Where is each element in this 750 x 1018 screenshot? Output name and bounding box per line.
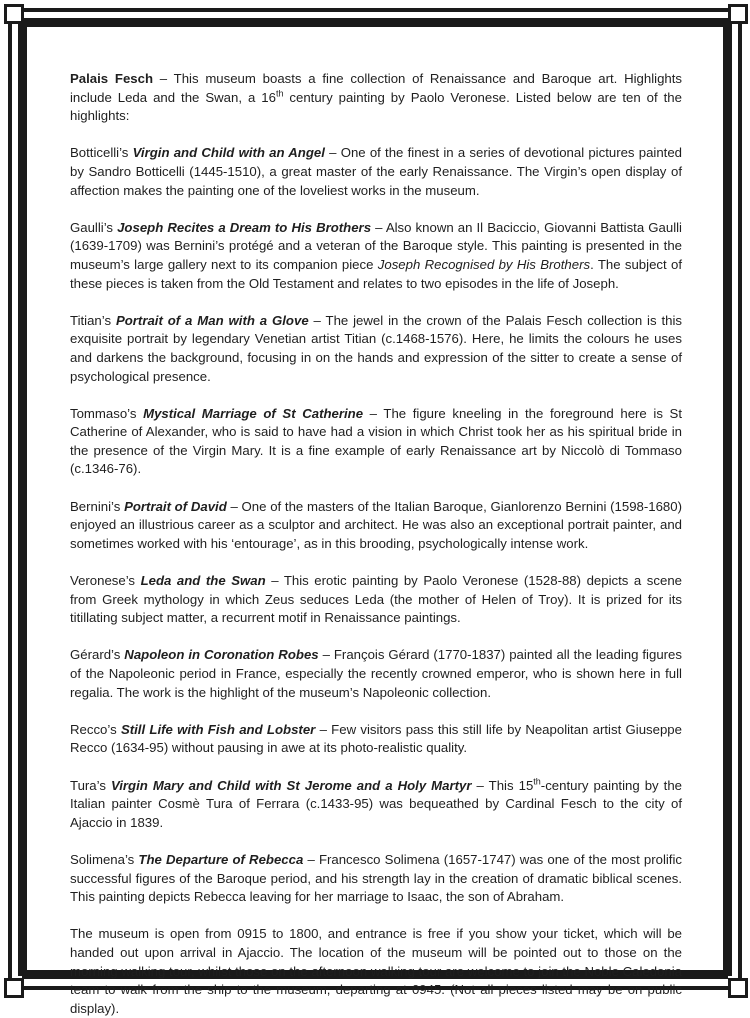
work-title: Virgin Mary and Child with St Jerome and a Holy Martyr: [110, 777, 472, 793]
highlight-paragraph: [70, 498, 682, 554]
closing-paragraph: The museum is open from 0915 to 1800, and entrance is free if you show your ticket, which will be handed out upon arrival in Ajaccio. The location of the museum will be pointed out to those on the morning walking tour, whilst those on the afternoon walking tour are welcome to join the Noble Caledonia team to walk from the ship to the museum, departing at 0945. (Not all pieces listed may be on public display).: [70, 926, 682, 1016]
work-title: Napoleon in Coronation Robes: [124, 647, 319, 663]
highlight-paragraph: [70, 405, 682, 479]
work-title: Still Life with Fish and Lobster: [120, 721, 316, 737]
artist-name: Titian’s: [70, 312, 116, 328]
highlight-paragraph: [70, 851, 682, 907]
frame-corner-top-right: [728, 4, 748, 24]
artist-name: Tommaso’s: [70, 405, 144, 421]
frame-top-outer-border: [12, 8, 738, 12]
highlight-description: – Few visitors pass this still life by Neapolitan artist Giuseppe Recco (1634-95) without pausing in awe at its photo-realistic quality.: [70, 721, 682, 756]
artist-name: Solimena’s: [70, 851, 139, 867]
frame-left-inner-border: [18, 22, 27, 976]
work-title: Virgin and Child with an Angel: [132, 145, 325, 161]
highlight-description-end: -century painting by the Italian painter Cosmè Tura of Ferrara (c.1433-95) was bequeathed by Cardinal Fesch to the city of Ajaccio in 1839.: [70, 777, 682, 830]
highlight-description: – This 15: [471, 777, 534, 793]
companion-work-title: Joseph Recognised by His Brothers: [377, 256, 591, 272]
intro-paragraph: [70, 70, 682, 126]
highlight-description: – Francesco Solimena (1657-1747) was one of the most prolific successful figures of the Baroque period, and his strength lay in the creation of dramatic biblical scenes. This painting depicts Rebecca leaving for her marriage to Isaac, the son of Abraham.: [70, 851, 682, 905]
work-title: Leda and the Swan: [140, 573, 266, 589]
artist-name: Veronese’s: [70, 573, 141, 589]
museum-title: Palais Fesch: [70, 71, 154, 86]
artist-name: Bernini’s: [70, 498, 125, 514]
frame-corner-top-left: [4, 4, 24, 24]
frame-corner-bottom-right: [728, 978, 748, 998]
highlight-paragraph: [70, 721, 682, 758]
document-body: [70, 70, 682, 1018]
highlight-description: – The figure kneeling in the foreground here is St Catherine of Alexander, who is said to have had a vision in which Christ took her as his spiritual bride in the presence of the Virgin Mary. It is a fine example of early Renaissance art by Niccolò di Tommaso (c.1346-76).: [70, 405, 682, 477]
highlight-paragraph: [70, 219, 682, 293]
highlight-paragraph: [70, 312, 682, 386]
frame-top-inner-border: [22, 18, 728, 27]
artist-name: Recco’s: [70, 721, 121, 737]
artist-name: Gérard’s: [70, 647, 125, 663]
artist-name: Tura’s: [70, 777, 111, 793]
highlight-description: – This erotic painting by Paolo Veronese (1528-88) depicts a scene from Greek mythology in which Zeus seduces Leda (the mother of Helen of Troy). It is prized for its titillating subject matter, a recurrent motif in Renaissance paintings.: [70, 573, 682, 626]
highlight-paragraph: [70, 572, 682, 628]
frame-corner-bottom-left: [4, 978, 24, 998]
highlight-description-end: . The subject of these pieces is taken from the Old Testament and relates to two episodes in the life of Joseph.: [70, 256, 682, 291]
highlight-description: – One of the finest in a series of devotional pictures painted by Sandro Botticelli (1445-1510), a great master of the early Renaissance. The Virgin’s open display of affection makes the painting one of the loveliest works in the museum.: [70, 145, 683, 198]
highlight-paragraph: [70, 777, 682, 833]
artist-name: Botticelli’s: [70, 145, 133, 161]
work-title: Portrait of David: [124, 498, 227, 514]
artist-name: Gaulli’s: [70, 219, 118, 235]
century-superscript: th: [533, 776, 541, 787]
frame-right-inner-border: [723, 22, 732, 976]
highlight-description: – François Gérard (1770-1837) painted all the leading figures of the Napoleonic period in France, especially the recently crowned emperor, who is shown here in full regalia. The work is the highlight of the museum’s Napoleonic collection.: [70, 647, 682, 700]
highlight-description: – The jewel in the crown of the Palais Fesch collection is this exquisite portrait by legendary Venetian artist Titian (c.1468-1576). Here, he limits the colours he uses and darkens the background, focusing in on the hands and expression of the sitter to create a sense of psychological presence.: [70, 312, 682, 384]
highlight-paragraph: [70, 144, 682, 200]
intro-text-b: century painting by Paolo Veronese. Listed below are ten of the highlights:: [70, 89, 682, 124]
work-title: The Departure of Rebecca: [138, 851, 304, 867]
frame-left-outer-border: [8, 12, 12, 986]
intro-text-a: – This museum boasts a fine collection of Renaissance and Baroque art. Highlights include Leda and the Swan, a 16: [70, 71, 683, 105]
work-title: Portrait of a Man with a Glove: [115, 312, 309, 328]
highlight-paragraph: [70, 646, 682, 702]
frame-right-outer-border: [738, 12, 742, 986]
intro-superscript: th: [275, 88, 284, 99]
highlight-description: – One of the masters of the Italian Baroque, Gianlorenzo Bernini (1598-1680) enjoyed an illustrious career as a sculptor and architect. He was also an exceptional portrait painter, and sometimes worked with his ‘entourage’, as in this brooding, psychologically intense work.: [70, 498, 682, 551]
work-title: Mystical Marriage of St Catherine: [143, 405, 364, 421]
work-title: Joseph Recites a Dream to His Brothers: [117, 219, 372, 235]
highlight-description: – Also known an Il Baciccio, Giovanni Battista Gaulli (1639-1709) was Bernini’s protégé and a veteran of the Baroque style. This painting is presented in the museum’s large gallery next to its companion piece: [70, 219, 682, 272]
